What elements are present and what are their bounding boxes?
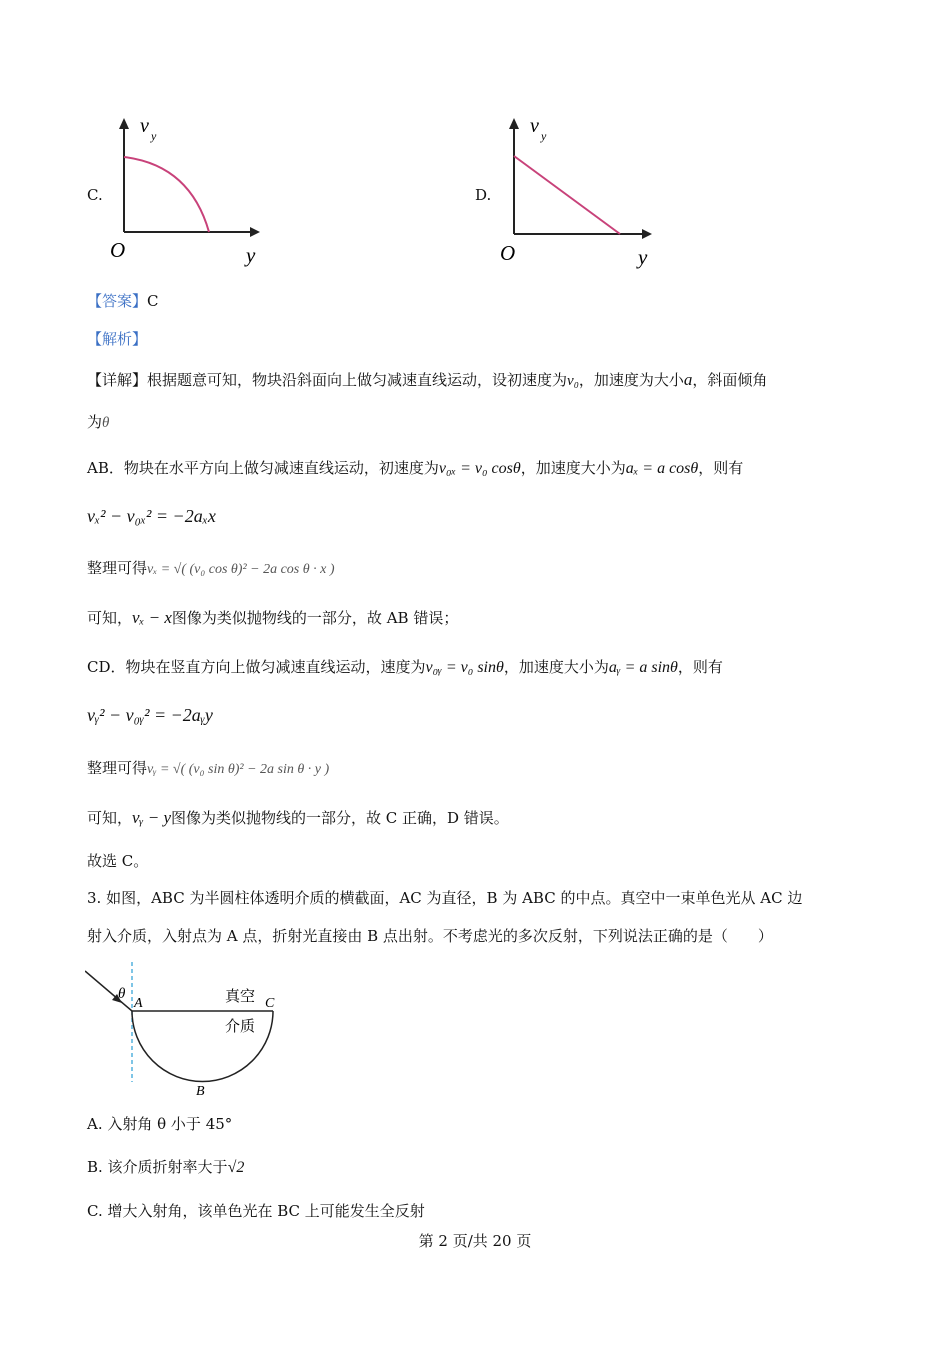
cd-tail: ，则有	[677, 658, 723, 676]
graph-c-y-arrow	[119, 118, 129, 129]
detail-text-1: 根据题意可知，物块沿斜面向上做匀减速直线运动，设初速度为	[147, 371, 568, 389]
detail-a: a	[683, 370, 693, 389]
fig-vacuum: 真空	[225, 989, 256, 1005]
q3-line-2: 射入介质，入射点为 A 点，折射光直接由 B 点出射。不考虑光的多次反射，下列说法正确的是（ ）	[87, 927, 773, 945]
cd-equation: vᵧ² − v₀ᵧ² = −2aᵧy	[87, 705, 213, 725]
graph-c-origin: O	[110, 238, 126, 262]
answer-line	[87, 290, 159, 312]
q3-option-b-text: B. 该介质折射率大于	[87, 1158, 228, 1176]
cd-conclusion-b: 图像为类似抛物线的一部分，故 C 正确，D 错误。	[171, 809, 509, 827]
option-d-label: D.	[475, 186, 492, 204]
ab-mid: ，加速度大小为	[520, 459, 626, 477]
q3-figure	[85, 962, 285, 1102]
graph-d-origin: O	[500, 241, 516, 265]
graph-c-curve	[124, 157, 209, 232]
detail-tag: 【详解】	[87, 371, 148, 389]
graph-d-vy-sub: y	[541, 129, 547, 143]
detail-line-1	[87, 369, 767, 392]
graph-c-vy-label: v	[140, 115, 149, 137]
ab-vx-result: vₓ = √( (v₀ cos θ)² − 2a cos θ · x )	[147, 562, 335, 577]
ab-conclusion-expr: vₓ − x	[132, 608, 172, 627]
option-c-label: C.	[87, 186, 103, 204]
cd-mid: ，加速度大小为	[503, 658, 609, 676]
cd-vy-result: vᵧ = √( (v₀ sin θ)² − 2a sin θ · y )	[147, 762, 330, 777]
fig-a: A	[134, 996, 143, 1011]
cd-conclusion-expr: vᵧ − y	[132, 808, 171, 827]
ab-conclusion-b: 图像为类似抛物线的一部分，故 AB 错误；	[171, 609, 459, 627]
detail-text-2: ，加速度为大小	[578, 371, 684, 389]
fig-medium: 介质	[225, 1019, 256, 1035]
cd-v0y-expr: v₀ᵧ = v₀ sinθ	[425, 659, 504, 676]
cd-conclusion	[87, 807, 509, 829]
ab-conclusion	[87, 607, 458, 629]
ab-line-1	[87, 457, 743, 480]
graph-c	[100, 110, 270, 270]
ab-organize: 整理可得	[87, 559, 148, 577]
detail-line-2	[87, 411, 109, 434]
ab-lead: AB．物块在水平方向上做匀减速直线运动，初速度为	[87, 459, 439, 477]
ab-tail: ，则有	[698, 459, 744, 477]
graph-d	[490, 110, 665, 270]
q3-option-b	[87, 1156, 244, 1179]
ab-organize-line	[87, 557, 335, 581]
cd-ay-expr: aᵧ = a sinθ	[608, 659, 678, 676]
q3-option-b-math: √2	[227, 1159, 245, 1176]
fig-b: B	[196, 1084, 205, 1099]
detail-v0: v₀	[567, 373, 579, 389]
answer-value: C	[147, 292, 159, 310]
graph-c-x-label: y	[246, 243, 256, 267]
page-footer: 第 2 页/共 20 页	[418, 1232, 532, 1250]
graph-d-line	[514, 156, 620, 234]
fig-c: C	[265, 996, 275, 1011]
cd-organize: 整理可得	[87, 759, 148, 777]
detail-text-4: 为	[87, 413, 103, 431]
answer-tag: 【答案】	[87, 292, 148, 310]
fig-theta: θ	[118, 986, 126, 1002]
ab-conclusion-a: 可知，	[87, 609, 133, 627]
graph-d-vy-label: v	[530, 115, 539, 137]
cd-line-1	[87, 656, 723, 679]
analysis-tag: 【解析】	[87, 330, 148, 348]
graph-c-x-arrow	[250, 227, 260, 237]
choose-line: 故选 C。	[87, 852, 149, 870]
ab-ax-expr: aₓ = a cosθ	[625, 460, 699, 477]
graph-d-x-arrow	[642, 229, 652, 239]
analysis-line	[87, 328, 147, 350]
cd-organize-line	[87, 757, 329, 781]
graph-d-x-label: y	[638, 245, 648, 269]
ab-v0x-expr: v₀ₓ = v₀ cosθ	[438, 460, 521, 477]
ab-equation: vₓ² − v₀ₓ² = −2aₓx	[87, 506, 216, 526]
detail-theta: θ	[102, 415, 110, 431]
cd-lead: CD．物块在竖直方向上做匀减速直线运动，速度为	[87, 658, 426, 676]
q3-option-a: A. 入射角 θ 小于 45°	[87, 1115, 233, 1133]
graph-d-y-arrow	[509, 118, 519, 129]
detail-text-3: ，斜面倾角	[692, 371, 768, 389]
graph-c-vy-sub: y	[151, 129, 157, 143]
q3-option-c: C. 增大入射角，该单色光在 BC 上可能发生全反射	[87, 1202, 425, 1220]
cd-conclusion-a: 可知，	[87, 809, 133, 827]
q3-line-1: 3. 如图，ABC 为半圆柱体透明介质的横截面，AC 为直径，B 为 ABC 的中点。真空中一束单色光从 AC 边	[87, 889, 803, 907]
